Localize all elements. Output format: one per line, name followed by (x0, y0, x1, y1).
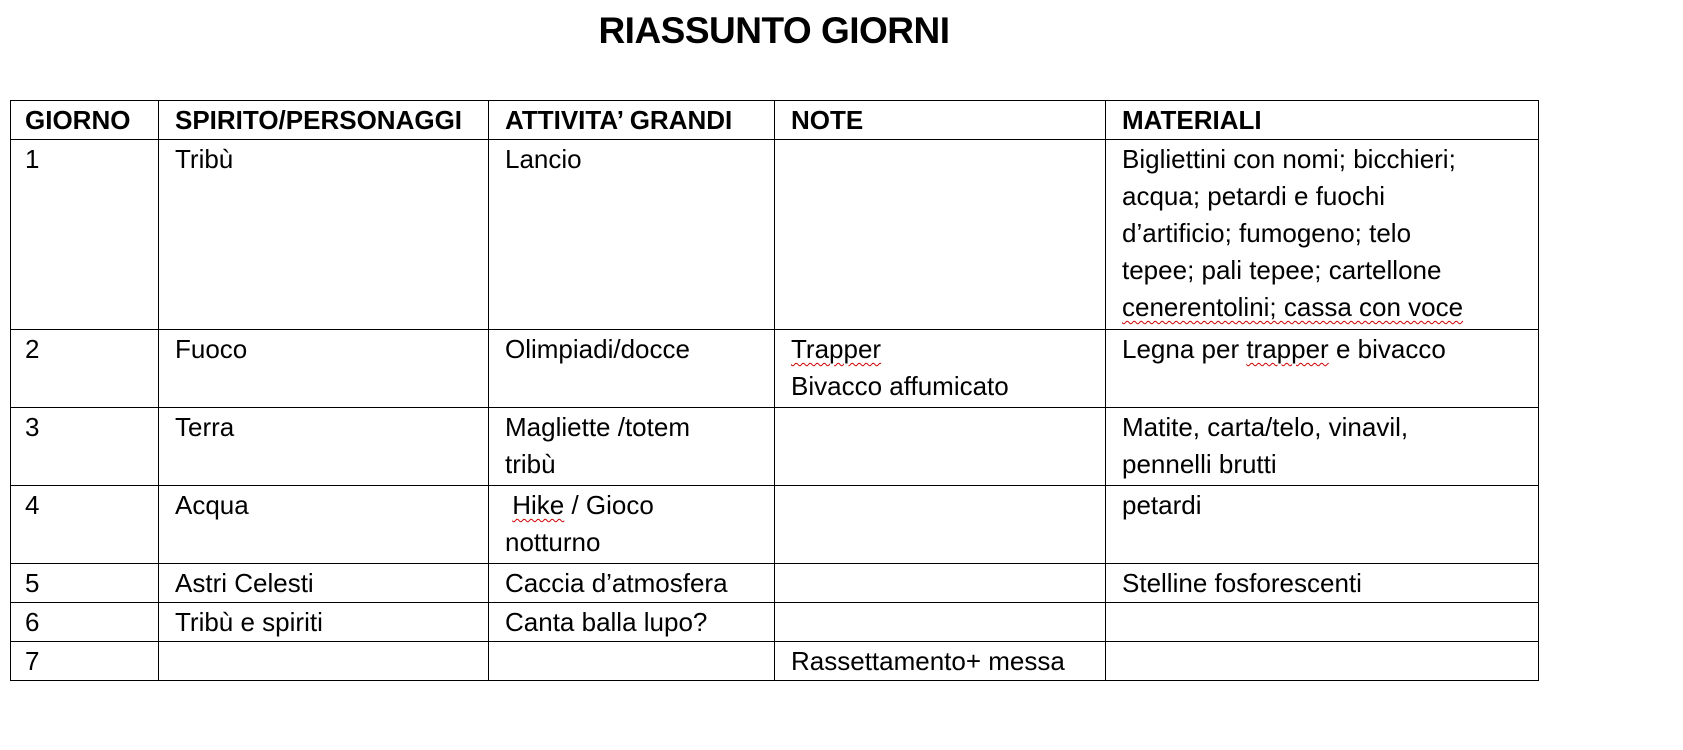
table-row (11, 330, 1539, 408)
cell-note (775, 408, 1106, 486)
cell-materiali: Stelline fosforescenti (1106, 564, 1539, 603)
cell-note (775, 564, 1106, 603)
table-header-row (11, 101, 1539, 140)
cell-attivita: Caccia d’atmosfera (489, 564, 775, 603)
cell-attivita (489, 408, 775, 486)
cell-materiali (1106, 408, 1539, 486)
header-giorno: GIORNO (11, 101, 159, 140)
cell-materiali (1106, 603, 1539, 642)
cell-spirito: Astri Celesti (159, 564, 489, 603)
attivita-text-misspelled: Hike (512, 490, 565, 520)
cell-spirito: Terra (159, 408, 489, 486)
cell-spirito: Acqua (159, 486, 489, 564)
cell-giorno: 2 (11, 330, 159, 408)
header-spirito-personaggi: SPIRITO/PERSONAGGI (159, 101, 489, 140)
cell-giorno: 7 (11, 642, 159, 681)
summary-table (10, 100, 1539, 681)
cell-spirito: Tribù (159, 140, 489, 330)
cell-attivita: Lancio (489, 140, 775, 330)
cell-note (775, 486, 1106, 564)
attivita-text: / Gioco (564, 490, 654, 520)
cell-giorno: 6 (11, 603, 159, 642)
table-row (11, 603, 1539, 642)
materiali-line: Bigliettini con nomi; bicchieri; (1122, 144, 1456, 174)
cell-attivita: Olimpiadi/docce (489, 330, 775, 408)
cell-note: Rassettamento+ messa (775, 642, 1106, 681)
cell-spirito (159, 642, 489, 681)
cell-materiali: petardi (1106, 486, 1539, 564)
attivita-line: Magliette /totem (505, 412, 690, 442)
header-attivita-grandi: ATTIVITA’ GRANDI (489, 101, 775, 140)
cell-materiali (1106, 330, 1539, 408)
cell-attivita (489, 486, 775, 564)
materiali-line: Matite, carta/telo, vinavil, (1122, 412, 1409, 442)
cell-spirito: Tribù e spiriti (159, 603, 489, 642)
materiali-line: cenerentolini; cassa con voce (1122, 292, 1464, 322)
cell-spirito: Fuoco (159, 330, 489, 408)
table-row (11, 408, 1539, 486)
cell-note (775, 140, 1106, 330)
cell-giorno: 4 (11, 486, 159, 564)
materiali-line: tepee; pali tepee; cartellone (1122, 255, 1442, 285)
header-note: NOTE (775, 101, 1106, 140)
cell-note (775, 603, 1106, 642)
header-materiali: MATERIALI (1106, 101, 1539, 140)
cell-materiali (1106, 642, 1539, 681)
cell-note (775, 330, 1106, 408)
cell-giorno: 3 (11, 408, 159, 486)
materiali-line: d’artificio; fumogeno; telo (1122, 218, 1412, 248)
document-title: RIASSUNTO GIORNI (598, 10, 950, 51)
attivita-line: tribù (505, 449, 556, 479)
materiali-line: acqua; petardi e fuochi (1122, 181, 1386, 211)
cell-attivita (489, 642, 775, 681)
materiali-text-misspelled: trapper (1246, 334, 1329, 364)
materiali-text: Legna per (1122, 334, 1247, 364)
cell-materiali (1106, 140, 1539, 330)
materiali-line: pennelli brutti (1122, 449, 1277, 479)
note-line: Trapper (791, 334, 882, 364)
cell-giorno: 1 (11, 140, 159, 330)
table-row (11, 642, 1539, 681)
note-line: Bivacco affumicato (791, 371, 1009, 401)
materiali-text: e bivacco (1328, 334, 1446, 364)
table-row (11, 486, 1539, 564)
table-row (11, 564, 1539, 603)
attivita-line: notturno (505, 527, 601, 557)
cell-giorno: 5 (11, 564, 159, 603)
table-row (11, 140, 1539, 330)
cell-attivita: Canta balla lupo? (489, 603, 775, 642)
